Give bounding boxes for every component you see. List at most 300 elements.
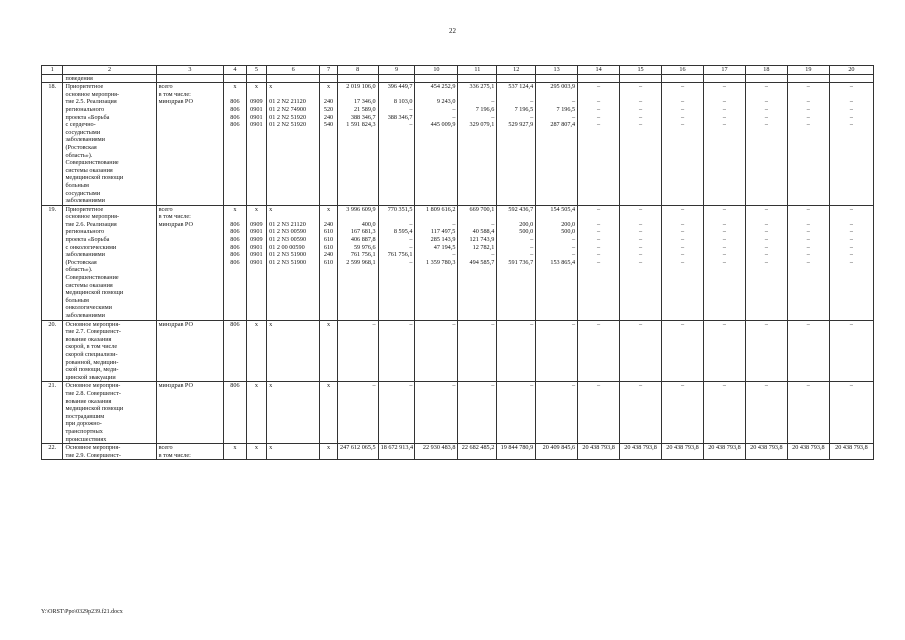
cell-line bbox=[226, 91, 244, 99]
activity-name-line: больным bbox=[65, 181, 89, 189]
table-cell bbox=[745, 74, 787, 83]
column-12 bbox=[497, 320, 536, 382]
column-16 bbox=[662, 205, 704, 320]
value-line: – bbox=[491, 113, 495, 121]
value-line: – bbox=[722, 228, 726, 236]
value-line bbox=[832, 213, 871, 221]
value-line: – bbox=[806, 98, 810, 106]
value-line: – bbox=[806, 243, 810, 251]
column-13 bbox=[536, 205, 578, 320]
value-line bbox=[622, 452, 659, 460]
header-cell: 2 bbox=[63, 66, 156, 75]
activity-name bbox=[63, 444, 156, 460]
value-line: – bbox=[638, 228, 643, 236]
value-line: – bbox=[530, 320, 534, 328]
value-line: – bbox=[409, 382, 413, 390]
table-cell bbox=[662, 74, 704, 83]
value-line bbox=[790, 213, 827, 221]
value-line: – bbox=[722, 243, 726, 251]
column-9 bbox=[378, 382, 415, 444]
column-18 bbox=[745, 382, 787, 444]
value-line: – bbox=[849, 251, 853, 259]
activity-name-line: Совершенствование bbox=[65, 274, 119, 282]
value-line: 47 194,5 bbox=[433, 243, 456, 251]
column-15 bbox=[620, 444, 662, 460]
value-line: – bbox=[806, 83, 810, 91]
cell-line: 01 2 N3 00590 bbox=[269, 228, 307, 236]
cell-line: 01 2 N2 74900 bbox=[269, 105, 307, 113]
value-line: – bbox=[764, 98, 768, 106]
cell-line: 01 2 N3 51900 bbox=[269, 251, 307, 259]
cell-line: x bbox=[254, 83, 258, 91]
value-line: 454 252,9 bbox=[430, 83, 456, 91]
value-line: – bbox=[597, 205, 601, 213]
column-7 bbox=[320, 83, 337, 206]
value-line: – bbox=[849, 113, 853, 121]
activity-name-line: вование оказания bbox=[65, 397, 112, 405]
column-11 bbox=[458, 205, 497, 320]
table-cell bbox=[267, 74, 320, 83]
cell-line: всего bbox=[158, 444, 173, 452]
row-number: 18. bbox=[42, 83, 63, 206]
column-20 bbox=[829, 320, 873, 382]
column-11 bbox=[458, 382, 497, 444]
value-line bbox=[499, 91, 533, 99]
column-11 bbox=[458, 83, 497, 206]
value-line: 22 930 483,8 bbox=[422, 444, 456, 452]
column-13 bbox=[536, 444, 578, 460]
cell-line: 806 bbox=[230, 236, 240, 244]
column-15 bbox=[620, 83, 662, 206]
activity-name-line: область»). bbox=[65, 266, 93, 274]
column-6 bbox=[267, 444, 320, 460]
value-line: – bbox=[722, 251, 726, 259]
value-line: – bbox=[806, 220, 810, 228]
cell-line bbox=[269, 91, 317, 99]
value-line: – bbox=[638, 243, 643, 251]
table-cell bbox=[578, 74, 620, 83]
value-line: – bbox=[597, 98, 601, 106]
activity-name-line: пострадавшим bbox=[65, 412, 105, 420]
cell-line: 01 2 N3 51900 bbox=[269, 258, 307, 266]
activity-name-line: Приоритетное bbox=[65, 205, 104, 213]
column-19 bbox=[787, 382, 829, 444]
value-line: – bbox=[638, 83, 643, 91]
column-3 bbox=[156, 320, 224, 382]
cell-line bbox=[322, 91, 334, 99]
header-cell: 6 bbox=[267, 66, 320, 75]
header-cell: 11 bbox=[458, 66, 497, 75]
column-15 bbox=[620, 382, 662, 444]
value-line: – bbox=[572, 251, 576, 259]
activity-name-line: системы оказания bbox=[65, 281, 113, 289]
cell-line bbox=[159, 251, 222, 259]
activity-name bbox=[63, 320, 156, 382]
value-line: – bbox=[722, 320, 726, 328]
cell-line: 806 bbox=[230, 251, 240, 259]
value-line: – bbox=[722, 105, 726, 113]
value-line: 761 756,1 bbox=[350, 251, 376, 259]
cell-line: в том числе: bbox=[158, 451, 191, 459]
cell-line: x bbox=[254, 382, 258, 390]
cell-line bbox=[159, 121, 222, 129]
cell-line bbox=[159, 259, 222, 267]
value-line: – bbox=[849, 236, 853, 244]
cell-line: 0901 bbox=[250, 105, 263, 113]
value-line: – bbox=[722, 258, 726, 266]
value-line: – bbox=[409, 105, 413, 113]
cell-line: минздрав РО bbox=[158, 320, 193, 328]
cell-line: x bbox=[326, 382, 331, 390]
value-line: – bbox=[638, 220, 643, 228]
value-line bbox=[460, 91, 494, 99]
table-cell bbox=[156, 74, 224, 83]
value-line: – bbox=[638, 382, 643, 390]
value-line: – bbox=[638, 98, 643, 106]
column-19 bbox=[787, 444, 829, 460]
cell-line: 0901 bbox=[250, 243, 263, 251]
table-cell bbox=[415, 74, 458, 83]
value-line: 592 436,7 bbox=[508, 205, 534, 213]
value-line: – bbox=[491, 98, 495, 106]
value-line: – bbox=[849, 382, 853, 390]
value-line: – bbox=[597, 258, 601, 266]
activity-name-line: основное меропрня- bbox=[65, 90, 120, 98]
cell-line: x bbox=[326, 444, 331, 452]
column-14 bbox=[578, 83, 620, 206]
activity-name bbox=[63, 83, 156, 206]
table-cell bbox=[246, 74, 266, 83]
cell-line: 0909 bbox=[250, 220, 263, 228]
cell-line: x bbox=[254, 444, 258, 452]
value-line: – bbox=[680, 228, 685, 236]
value-line: – bbox=[680, 251, 685, 259]
cell-line: 806 bbox=[230, 228, 240, 236]
cell-line: в том числе: bbox=[158, 213, 191, 221]
column-4 bbox=[224, 382, 247, 444]
column-9 bbox=[378, 444, 415, 460]
value-line: – bbox=[491, 220, 495, 228]
column-3 bbox=[156, 205, 224, 320]
value-line: 40 588,4 bbox=[472, 228, 495, 236]
value-line: – bbox=[849, 121, 853, 129]
activity-name-line: регионального bbox=[65, 105, 105, 113]
column-17 bbox=[703, 444, 745, 460]
activity-name-line: цинской эвакуации bbox=[65, 373, 116, 381]
value-line: – bbox=[849, 220, 853, 228]
value-line: – bbox=[764, 83, 768, 91]
cell-line: 806 bbox=[230, 320, 240, 328]
activity-name-line: тие 2.6. Реализация bbox=[65, 220, 117, 228]
cell-line: x bbox=[269, 205, 273, 213]
value-line: – bbox=[680, 382, 685, 390]
value-line bbox=[538, 213, 575, 221]
column-16 bbox=[662, 382, 704, 444]
value-line bbox=[417, 91, 455, 99]
column-16 bbox=[662, 320, 704, 382]
header-cell: 18 bbox=[745, 66, 787, 75]
cell-line: 610 bbox=[323, 236, 334, 244]
value-line: 22 682 485,2 bbox=[461, 444, 495, 452]
value-line: 121 743,9 bbox=[469, 236, 495, 244]
value-line: – bbox=[680, 236, 685, 244]
value-line: – bbox=[680, 205, 685, 213]
table-cell bbox=[320, 74, 337, 83]
value-line bbox=[706, 452, 743, 460]
cell-line: 806 bbox=[230, 258, 240, 266]
header-cell: 5 bbox=[246, 66, 266, 75]
column-13 bbox=[536, 83, 578, 206]
value-line: – bbox=[638, 236, 643, 244]
value-line bbox=[499, 452, 533, 460]
column-13 bbox=[536, 382, 578, 444]
value-line: – bbox=[722, 98, 726, 106]
value-line bbox=[790, 91, 827, 99]
value-line: 287 807,4 bbox=[550, 121, 576, 129]
value-line bbox=[460, 452, 494, 460]
value-line: 19 844 780,9 bbox=[500, 444, 534, 452]
cell-line: 01 2 N3 00590 bbox=[269, 236, 307, 244]
value-line: 17 346,0 bbox=[353, 98, 376, 106]
value-line: – bbox=[572, 236, 576, 244]
cell-line: 806 bbox=[230, 243, 240, 251]
value-line: 1 359 780,3 bbox=[426, 258, 456, 266]
value-line: – bbox=[722, 205, 726, 213]
cell-line bbox=[322, 213, 334, 221]
value-line: 21 589,0 bbox=[353, 105, 376, 113]
value-line: 336 275,1 bbox=[469, 83, 495, 91]
cell-line: 0909 bbox=[250, 236, 263, 244]
budget-table bbox=[41, 65, 874, 460]
value-line: 500,0 bbox=[561, 228, 576, 236]
value-line: 20 409 845,6 bbox=[542, 444, 576, 452]
header-cell: 14 bbox=[578, 66, 620, 75]
value-line bbox=[580, 452, 617, 460]
value-line: – bbox=[764, 105, 768, 113]
value-line bbox=[381, 91, 413, 99]
value-line: – bbox=[452, 113, 456, 121]
column-18 bbox=[745, 205, 787, 320]
value-line: – bbox=[638, 121, 643, 129]
activity-name-line: системы оказания bbox=[65, 166, 113, 174]
column-9 bbox=[378, 83, 415, 206]
value-line: – bbox=[722, 83, 726, 91]
value-line: 9 243,0 bbox=[436, 98, 456, 106]
cell-line bbox=[269, 213, 317, 221]
value-line bbox=[340, 452, 376, 460]
column-20 bbox=[829, 444, 873, 460]
cell-line: всего bbox=[158, 83, 173, 91]
column-6 bbox=[267, 320, 320, 382]
table-row bbox=[42, 83, 874, 206]
column-8 bbox=[337, 444, 378, 460]
column-5 bbox=[246, 320, 266, 382]
column-10 bbox=[415, 320, 458, 382]
column-10 bbox=[415, 205, 458, 320]
column-16 bbox=[662, 444, 704, 460]
table-cell bbox=[829, 74, 873, 83]
column-9 bbox=[378, 320, 415, 382]
value-line: – bbox=[597, 121, 601, 129]
column-8 bbox=[337, 83, 378, 206]
value-line bbox=[622, 213, 659, 221]
value-line: – bbox=[764, 121, 768, 129]
column-10 bbox=[415, 382, 458, 444]
value-line: 59 976,6 bbox=[353, 243, 376, 251]
value-line: – bbox=[638, 113, 643, 121]
value-line bbox=[580, 213, 617, 221]
cell-line: 0901 bbox=[250, 251, 263, 259]
activity-name-line: больным bbox=[65, 296, 89, 304]
cell-line: минздрав РО bbox=[158, 98, 193, 106]
cell-line: 01 2 N3 21120 bbox=[269, 220, 306, 228]
value-line: – bbox=[764, 220, 768, 228]
table-row bbox=[42, 382, 874, 444]
cell-line: 01 2 N2 51920 bbox=[269, 121, 307, 129]
table-cell bbox=[42, 74, 63, 83]
value-line bbox=[706, 213, 743, 221]
activity-name-line: (Ростовская bbox=[65, 258, 97, 266]
activity-name-line: с сердечно- bbox=[65, 121, 96, 129]
continued-text: поведения bbox=[63, 74, 156, 83]
cell-line: 806 bbox=[230, 98, 240, 106]
activity-name-line: тие 2.7. Совершенст- bbox=[65, 328, 121, 336]
value-line: 396 449,7 bbox=[387, 83, 413, 91]
value-line bbox=[538, 91, 575, 99]
cell-line: всего bbox=[158, 205, 173, 213]
column-3 bbox=[156, 382, 224, 444]
column-10 bbox=[415, 83, 458, 206]
value-line: – bbox=[680, 258, 685, 266]
value-line: – bbox=[806, 121, 810, 129]
value-line: – bbox=[491, 251, 495, 259]
value-line bbox=[622, 91, 659, 99]
value-line: 200,0 bbox=[519, 220, 534, 228]
cell-line: 806 bbox=[230, 113, 240, 121]
column-19 bbox=[787, 205, 829, 320]
cell-line: 540 bbox=[323, 121, 334, 129]
column-17 bbox=[703, 320, 745, 382]
cell-line: x bbox=[233, 444, 237, 452]
value-line: 20 438 793,8 bbox=[624, 444, 657, 452]
value-line: – bbox=[597, 320, 601, 328]
value-line bbox=[664, 452, 701, 460]
cell-line bbox=[159, 106, 222, 114]
column-6 bbox=[267, 205, 320, 320]
header-cell: 10 bbox=[415, 66, 458, 75]
value-line: – bbox=[530, 243, 534, 251]
cell-line: x bbox=[269, 444, 273, 452]
value-line: – bbox=[680, 83, 685, 91]
value-line bbox=[748, 91, 785, 99]
column-12 bbox=[497, 205, 536, 320]
column-5 bbox=[246, 205, 266, 320]
cell-line: 01 2 N2 21120 bbox=[269, 98, 306, 106]
column-5 bbox=[246, 83, 266, 206]
value-line: 18 672 913,4 bbox=[380, 444, 414, 452]
value-line bbox=[340, 213, 376, 221]
table-cell bbox=[536, 74, 578, 83]
activity-name-line: медицинской помощи bbox=[65, 289, 124, 297]
cell-line: 610 bbox=[323, 243, 334, 251]
activity-name-line: область»). bbox=[65, 151, 93, 159]
value-line: – bbox=[764, 228, 768, 236]
table-cell bbox=[337, 74, 378, 83]
value-line: – bbox=[849, 228, 853, 236]
cell-line bbox=[226, 452, 244, 460]
value-line: 7 196,6 bbox=[475, 105, 495, 113]
column-12 bbox=[497, 444, 536, 460]
value-line bbox=[664, 91, 701, 99]
cell-line: 610 bbox=[323, 258, 334, 266]
value-line: – bbox=[806, 382, 810, 390]
column-7 bbox=[320, 205, 337, 320]
cell-line: 806 bbox=[230, 382, 240, 390]
value-line: – bbox=[722, 113, 726, 121]
activity-name-line: с онкологическими bbox=[65, 243, 117, 251]
value-line: – bbox=[572, 382, 576, 390]
column-8 bbox=[337, 382, 378, 444]
value-line bbox=[664, 213, 701, 221]
column-17 bbox=[703, 382, 745, 444]
cell-line: 01 2 N2 51920 bbox=[269, 113, 307, 121]
page-number: 22 bbox=[449, 27, 456, 35]
value-line bbox=[499, 213, 533, 221]
activity-name-line: проекта «Борьба bbox=[65, 113, 110, 121]
value-line: 529 927,9 bbox=[508, 121, 534, 129]
column-15 bbox=[620, 320, 662, 382]
value-line: – bbox=[680, 320, 685, 328]
cell-line bbox=[159, 244, 222, 252]
activity-name-line: скорой специализи- bbox=[65, 350, 118, 358]
value-line bbox=[538, 452, 575, 460]
value-line: – bbox=[764, 258, 768, 266]
value-line: – bbox=[806, 251, 810, 259]
cell-line: минздрав РО bbox=[158, 220, 193, 228]
cell-line: 0909 bbox=[250, 98, 263, 106]
column-14 bbox=[578, 320, 620, 382]
value-line bbox=[417, 213, 455, 221]
value-line: 761 756,1 bbox=[387, 251, 413, 259]
activity-name-line: транспортных bbox=[65, 427, 103, 435]
value-line: – bbox=[597, 113, 601, 121]
header-cell: 16 bbox=[662, 66, 704, 75]
activity-name-line: проекта «Борьба bbox=[65, 236, 110, 244]
value-line: – bbox=[409, 121, 413, 129]
header-cell: 7 bbox=[320, 66, 337, 75]
activity-name-line: рованной, медицин- bbox=[65, 358, 119, 366]
column-13 bbox=[536, 320, 578, 382]
activity-name bbox=[63, 205, 156, 320]
value-line: – bbox=[409, 243, 413, 251]
cell-line: x bbox=[254, 320, 258, 328]
column-12 bbox=[497, 83, 536, 206]
cell-line bbox=[249, 213, 264, 221]
value-line: – bbox=[806, 236, 810, 244]
column-4 bbox=[224, 83, 247, 206]
activity-name-line: заболеваниями bbox=[65, 136, 105, 144]
value-line: 8 595,4 bbox=[393, 228, 413, 236]
activity-name-line: происшествиях bbox=[65, 435, 107, 443]
value-line: – bbox=[452, 251, 456, 259]
value-line: – bbox=[597, 105, 601, 113]
value-line: – bbox=[680, 105, 685, 113]
value-line: – bbox=[452, 320, 456, 328]
cell-line: 240 bbox=[323, 98, 334, 106]
column-7 bbox=[320, 444, 337, 460]
cell-line bbox=[159, 236, 222, 244]
value-line: – bbox=[638, 258, 643, 266]
